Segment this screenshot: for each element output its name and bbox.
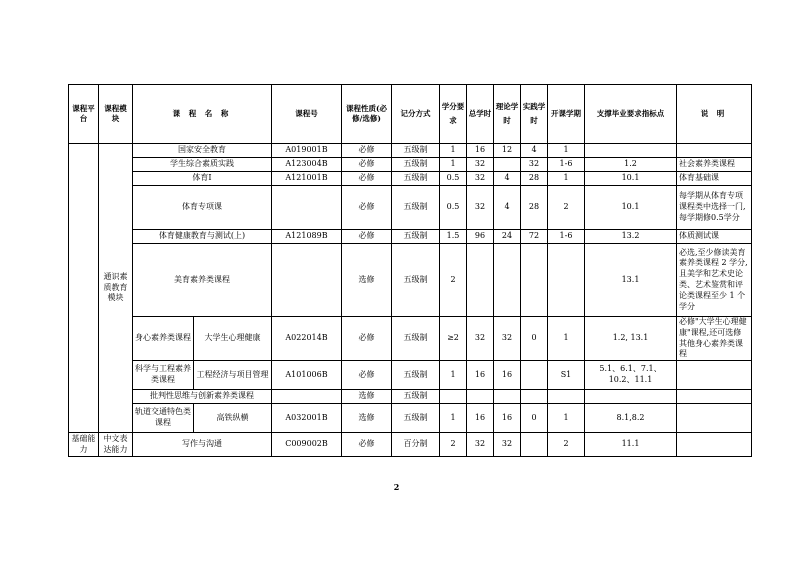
header-grading: 记分方式 — [392, 85, 440, 144]
theory-hours: 4 — [494, 186, 521, 230]
credits — [440, 390, 467, 404]
table-row — [69, 390, 752, 404]
total-hours: 32 — [467, 158, 494, 172]
course-name: 体育专项课 — [133, 186, 272, 230]
credits: 0.5 — [440, 172, 467, 186]
table-row — [69, 404, 752, 433]
credits: 1.5 — [440, 230, 467, 244]
theory-hours: 32 — [494, 317, 521, 361]
total-hours — [467, 390, 494, 404]
total-hours: 16 — [467, 361, 494, 390]
theory-hours: 16 — [494, 361, 521, 390]
indicator: 1.2, 13.1 — [585, 317, 677, 361]
table-row — [69, 158, 752, 172]
theory-hours: 4 — [494, 172, 521, 186]
total-hours: 96 — [467, 230, 494, 244]
header-course-nature: 课程性质(必修/选修) — [342, 85, 392, 144]
course-nature: 选修 — [342, 390, 392, 404]
notes: 体育基础课 — [677, 172, 752, 186]
course-code — [272, 186, 342, 230]
semester — [548, 390, 585, 404]
credits: 1 — [440, 144, 467, 158]
semester: S1 — [548, 361, 585, 390]
course-nature: 必修 — [342, 144, 392, 158]
course-nature: 必修 — [342, 158, 392, 172]
course-code: A022014B — [272, 317, 342, 361]
course-name: 学生综合素质实践 — [133, 158, 272, 172]
page-number: 2 — [393, 482, 400, 492]
notes: 必选,至少修读美育素养类课程 2 学分,且美学和艺术史论类、艺术鉴赏和评论类课程至少 1 个学分 — [677, 244, 752, 317]
indicator: 13.1 — [585, 244, 677, 317]
course-name: 工程经济与项目管理 — [194, 361, 272, 390]
theory-hours — [494, 390, 521, 404]
semester: 2 — [548, 433, 585, 457]
total-hours: 16 — [467, 404, 494, 433]
course-code — [272, 244, 342, 317]
table-row — [69, 361, 752, 390]
indicator: 8.1,8.2 — [585, 404, 677, 433]
header-platform: 课程平台 — [69, 85, 99, 144]
semester: 1 — [548, 144, 585, 158]
total-hours: 32 — [467, 317, 494, 361]
course-code: A121089B — [272, 230, 342, 244]
indicator: 11.1 — [585, 433, 677, 457]
course-code — [272, 390, 342, 404]
credits: 2 — [440, 244, 467, 317]
practice-hours — [521, 390, 548, 404]
indicator: 5.1、6.1、7.1、10.2、11.1 — [585, 361, 677, 390]
practice-hours: 28 — [521, 186, 548, 230]
course-category: 轨道交通特色类课程 — [133, 404, 194, 433]
grading: 五级制 — [392, 317, 440, 361]
course-nature: 必修 — [342, 317, 392, 361]
course-nature: 必修 — [342, 172, 392, 186]
notes — [677, 361, 752, 390]
course-nature: 选修 — [342, 244, 392, 317]
course-name: 高铁纵横 — [194, 404, 272, 433]
credits: 1 — [440, 361, 467, 390]
practice-hours: 0 — [521, 404, 548, 433]
semester — [548, 244, 585, 317]
grading: 五级制 — [392, 186, 440, 230]
course-code: A032001B — [272, 404, 342, 433]
practice-hours: 0 — [521, 317, 548, 361]
course-code: A123004B — [272, 158, 342, 172]
theory-hours: 24 — [494, 230, 521, 244]
notes — [677, 144, 752, 158]
notes: 每学期从体育专项课程类中选择一门,每学期修0.5学分 — [677, 186, 752, 230]
theory-hours — [494, 244, 521, 317]
semester: 1 — [548, 317, 585, 361]
notes — [677, 390, 752, 404]
header-notes: 说 明 — [677, 85, 752, 144]
practice-hours — [521, 244, 548, 317]
grading: 五级制 — [392, 144, 440, 158]
semester: 2 — [548, 186, 585, 230]
total-hours: 32 — [467, 172, 494, 186]
practice-hours: 32 — [521, 158, 548, 172]
platform-cell-empty — [69, 144, 99, 433]
module-cell: 中文表达能力 — [99, 433, 133, 457]
course-nature: 必修 — [342, 433, 392, 457]
header-module: 课程模块 — [99, 85, 133, 144]
indicator: 10.1 — [585, 172, 677, 186]
credits: 2 — [440, 433, 467, 457]
grading: 五级制 — [392, 244, 440, 317]
indicator — [585, 144, 677, 158]
table-row — [69, 172, 752, 186]
course-name: 美育素养类课程 — [133, 244, 272, 317]
notes — [677, 404, 752, 433]
grading: 五级制 — [392, 390, 440, 404]
semester: 1 — [548, 404, 585, 433]
notes: 体质测试课 — [677, 230, 752, 244]
practice-hours: 28 — [521, 172, 548, 186]
table-row — [69, 230, 752, 244]
header-total-hours: 总学时 — [467, 85, 494, 144]
practice-hours — [521, 361, 548, 390]
course-code: C009002B — [272, 433, 342, 457]
indicator — [585, 390, 677, 404]
practice-hours: 72 — [521, 230, 548, 244]
header-course-name: 课 程 名 称 — [133, 85, 272, 144]
indicator: 1.2 — [585, 158, 677, 172]
credits: ≥2 — [440, 317, 467, 361]
table-row — [69, 317, 752, 361]
header-semester: 开课学期 — [548, 85, 585, 144]
course-category: 科学与工程素养类课程 — [133, 361, 194, 390]
course-category: 身心素养类课程 — [133, 317, 194, 361]
notes: 社会素养类课程 — [677, 158, 752, 172]
table-row — [69, 186, 752, 230]
course-code: A121001B — [272, 172, 342, 186]
course-name: 国家安全教育 — [133, 144, 272, 158]
header-credits: 学分要求 — [440, 85, 467, 144]
course-nature: 选修 — [342, 404, 392, 433]
course-table — [68, 84, 752, 457]
credits: 1 — [440, 404, 467, 433]
course-nature: 必修 — [342, 230, 392, 244]
course-name: 批判性思维与创新素养类课程 — [133, 390, 272, 404]
indicator: 13.2 — [585, 230, 677, 244]
theory-hours: 16 — [494, 404, 521, 433]
semester: 1 — [548, 172, 585, 186]
semester: 1-6 — [548, 158, 585, 172]
table-row — [69, 244, 752, 317]
total-hours — [467, 244, 494, 317]
notes — [677, 433, 752, 457]
grading: 五级制 — [392, 230, 440, 244]
course-name: 体育I — [133, 172, 272, 186]
course-nature: 必修 — [342, 361, 392, 390]
theory-hours: 32 — [494, 433, 521, 457]
platform-cell: 基础能力 — [69, 433, 99, 457]
table-row — [69, 144, 752, 158]
semester: 1-6 — [548, 230, 585, 244]
grading: 五级制 — [392, 172, 440, 186]
header-practice-hours: 实践学时 — [521, 85, 548, 144]
notes: 必修"大学生心理健康"课程,还可选修其他身心素养类课程 — [677, 317, 752, 361]
course-name: 体育健康教育与测试(上) — [133, 230, 272, 244]
course-code: A019001B — [272, 144, 342, 158]
theory-hours: 12 — [494, 144, 521, 158]
total-hours: 32 — [467, 433, 494, 457]
total-hours: 16 — [467, 144, 494, 158]
credits: 0.5 — [440, 186, 467, 230]
header-row — [69, 85, 752, 144]
table-row — [69, 433, 752, 457]
practice-hours: 4 — [521, 144, 548, 158]
grading: 五级制 — [392, 361, 440, 390]
header-course-code: 课程号 — [272, 85, 342, 144]
indicator: 10.1 — [585, 186, 677, 230]
grading: 百分制 — [392, 433, 440, 457]
header-indicator: 支撑毕业要求指标点 — [585, 85, 677, 144]
course-name: 大学生心理健康 — [194, 317, 272, 361]
theory-hours — [494, 158, 521, 172]
module-cell: 通识素质教育模块 — [99, 144, 133, 433]
practice-hours — [521, 433, 548, 457]
course-code: A101006B — [272, 361, 342, 390]
course-nature: 必修 — [342, 186, 392, 230]
header-theory-hours: 理论学时 — [494, 85, 521, 144]
total-hours: 32 — [467, 186, 494, 230]
credits: 1 — [440, 158, 467, 172]
grading: 五级制 — [392, 158, 440, 172]
course-name: 写作与沟通 — [133, 433, 272, 457]
grading: 五级制 — [392, 404, 440, 433]
